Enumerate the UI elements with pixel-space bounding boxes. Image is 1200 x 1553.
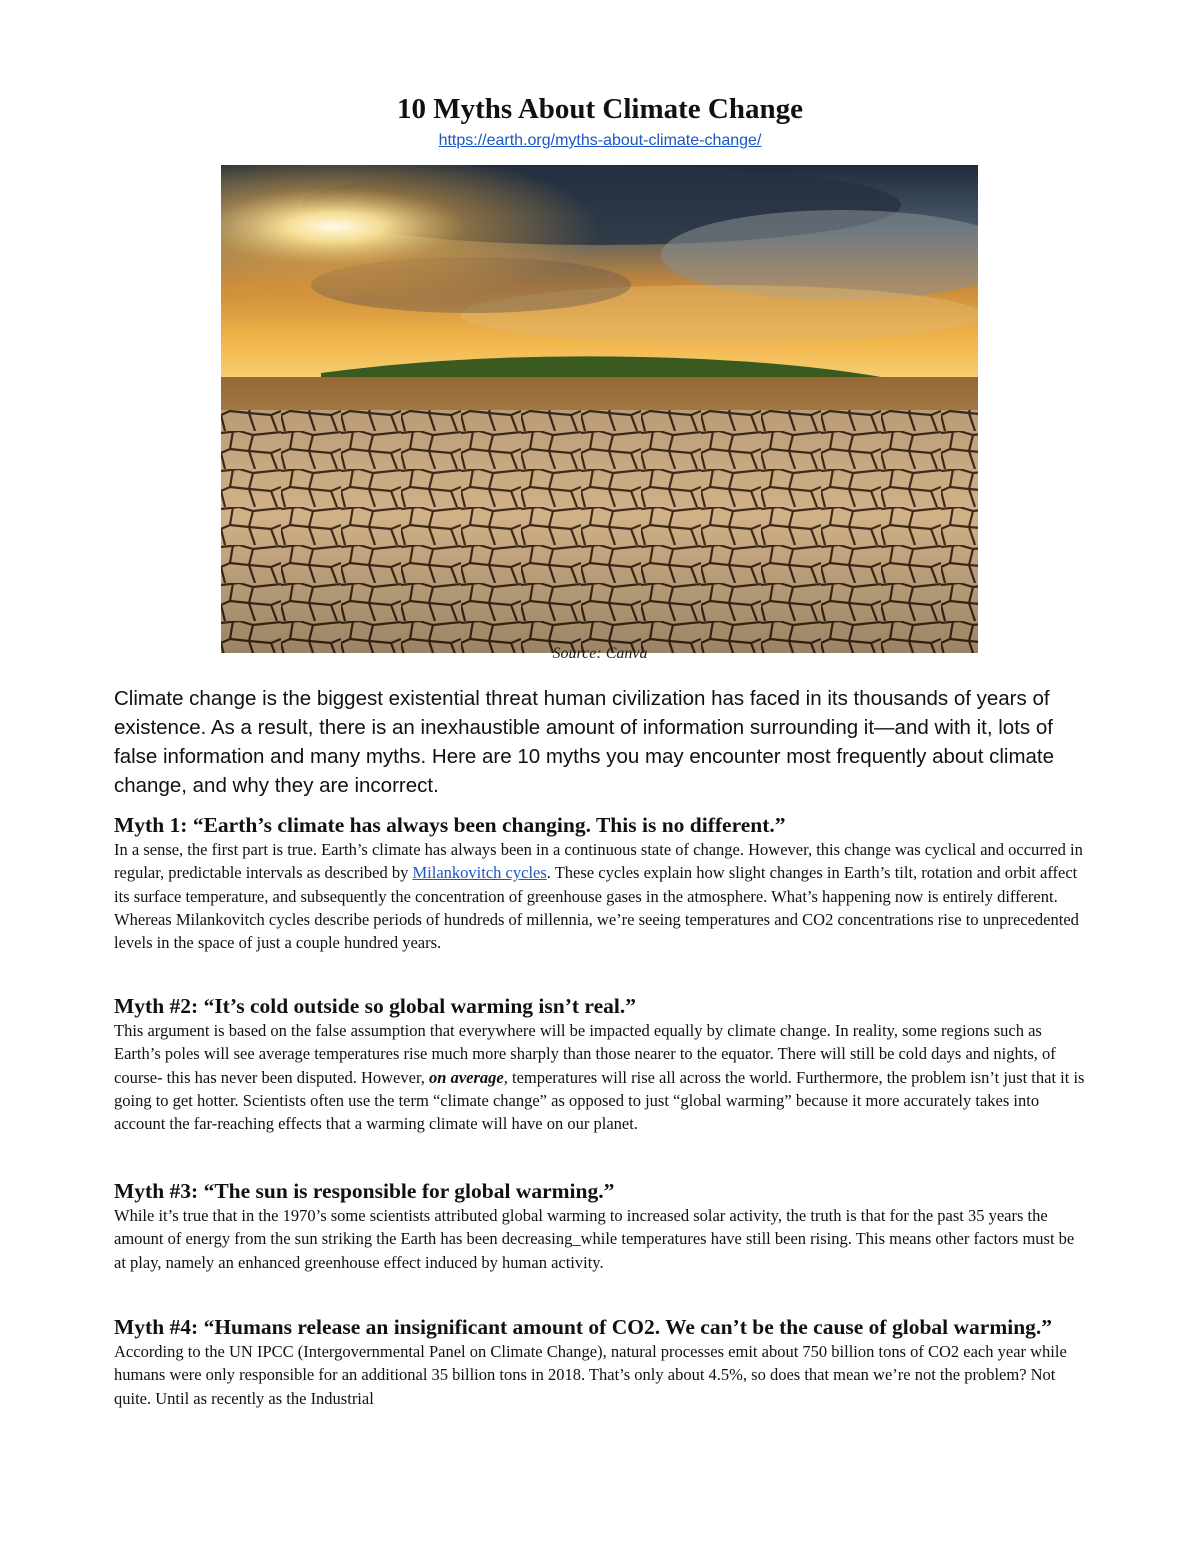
myth-1-text-after-link: . These cycles explain how slight changes in Earth’s tilt, rotation and orbit affect its surface temperature, and subsequently the concentration of greenhouse gases in the atmosphere. What’s happening now is entirely different. Whereas Milankovitch cycles describe periods of hundreds of millennia, we’re seeing temperatures and CO2 concentrations rise to unprecedented levels in the space of just a couple hundred years.	[114, 863, 1079, 953]
myth-3-heading: Myth #3: “The sun is responsible for global warming.”	[114, 1179, 615, 1203]
image-caption: Source: Canva	[552, 645, 648, 662]
myth-4-body: According to the UN IPCC (Intergovernmental Panel on Climate Change), natural processes emit about 750 billion tons of CO2 each year while humans were only responsible for an additional 35 billion tons in 2018. That’s only about 4.5%, so does that mean we’re not the problem? Not quite. Until as recently as the Industrial	[114, 1342, 1067, 1408]
document-title: 10 Myths About Climate Change	[396, 93, 803, 125]
on-average-emphasis: on average	[429, 1067, 504, 1087]
myth-2-text-before-emphasis: This argument is based on the false assumption that everywhere will be impacted equally by climate change. In reality, some regions such as Earth’s poles will see average temperatures rise much more sharply than those nearer to the equator. There will still be cold days and nights, of course- this has never been disputed. However,	[114, 1021, 1056, 1087]
drought-landscape-image	[221, 165, 978, 653]
myth-4-heading: Myth #4: “Humans release an insignificant amount of CO2. We can’t be the cause of global warming.”	[114, 1315, 1053, 1339]
intro-paragraph: Climate change is the biggest existential threat human civilization has faced in its thousands of years of existence. As a result, there is an inexhaustible amount of information surrounding it—and with it, lots of false information and many myths. Here are 10 myths you may encounter most frequently about climate change, and why they are incorrect.	[114, 687, 1055, 797]
myth-1-body	[114, 838, 1086, 954]
source-url	[0, 131, 1200, 151]
myth-2-body	[114, 1019, 1086, 1135]
myth-3-section	[114, 1178, 1086, 1274]
myth-1-section	[114, 812, 1086, 954]
myth-1-text-before-link: In a sense, the first part is true. Earth’s climate has always been in a continuous state of change. However, this change was cyclical and occurred in regular, predictable intervals as described by	[114, 840, 1083, 883]
source-url-link[interactable]: https://earth.org/myths-about-climate-change/	[438, 132, 762, 149]
myth-3-body: While it’s true that in the 1970’s some scientists attributed global warming to increased solar activity, the truth is that for the past 35 years the amount of energy from the sun striking the Earth has been decreasing_while temperatures have still been rising. This means other factors must be at play, namely an enhanced greenhouse effect induced by human activity.	[114, 1206, 1075, 1272]
myth-4-section	[114, 1314, 1086, 1410]
milankovitch-cycles-link[interactable]: Milankovitch cycles	[412, 863, 547, 883]
myth-2-text-after-emphasis: , temperatures will rise all across the world. Furthermore, the problem isn’t just that it is going to get hotter. Scientists often use the term “climate change” as opposed to just “global warming” because it more accurately takes into account the far-reaching effects that a warming climate will have on our planet.	[114, 1067, 1085, 1134]
myth-1-heading: Myth 1: “Earth’s climate has always been changing. This is no different.”	[114, 813, 786, 837]
myth-2-section	[114, 993, 1086, 1135]
myth-2-heading: Myth #2: “It’s cold outside so global warming isn’t real.”	[114, 994, 636, 1018]
